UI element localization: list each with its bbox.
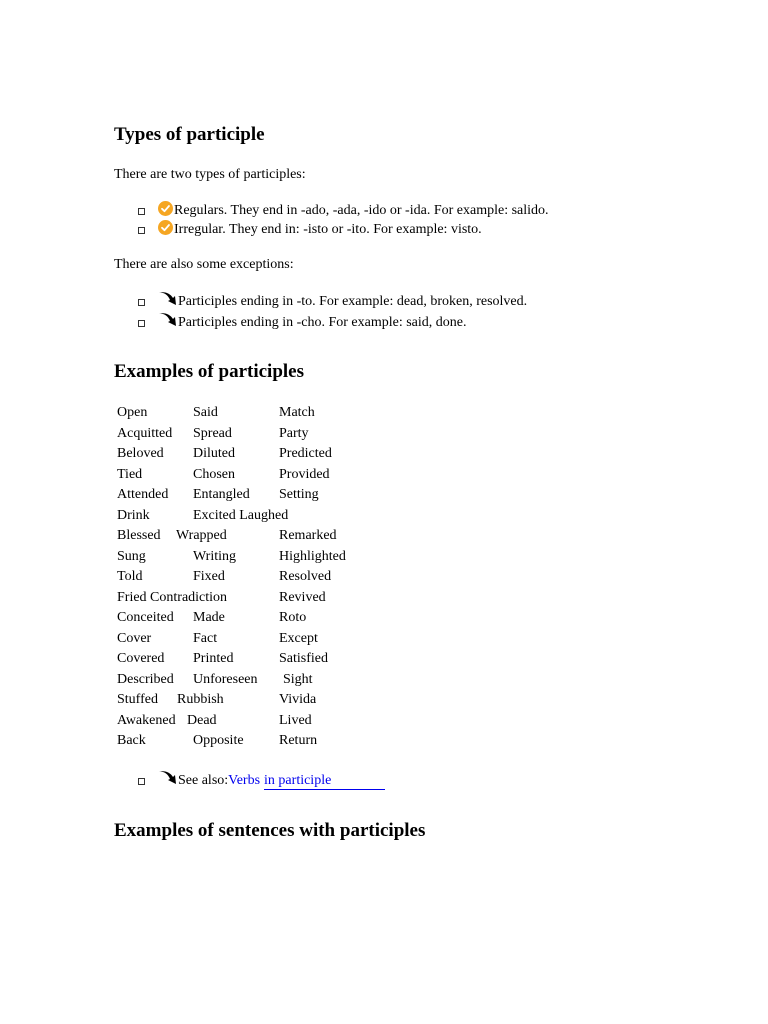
word-cell: Spread	[193, 425, 232, 441]
word-cell: Revived	[279, 589, 326, 605]
word-cell: Dead	[187, 712, 217, 728]
word-cell: Provided	[279, 466, 330, 482]
word-cell: Made	[193, 610, 225, 625]
word-cell: Printed	[193, 651, 234, 666]
word-cell: Stuffed	[117, 692, 158, 707]
word-cell: Covered	[117, 651, 165, 666]
verbs-link[interactable]: Verbs	[228, 773, 261, 788]
curved-arrow-icon	[158, 770, 178, 786]
word-cell: Roto	[279, 610, 307, 625]
exceptions-paragraph: There are also some exceptions:	[114, 257, 294, 272]
word-cell: Fixed	[193, 569, 225, 584]
intro-paragraph: There are two types of participles:	[114, 167, 306, 182]
heading-types-of-participle: Types of participle	[114, 124, 265, 145]
word-cell: Blessed	[117, 528, 161, 543]
word-cell: Told	[117, 569, 143, 584]
word-cell: Match	[279, 405, 315, 420]
word-cell: Predicted	[279, 446, 332, 461]
square-bullet-icon	[138, 227, 145, 234]
list-item-exception-to	[138, 292, 527, 312]
list-item-exception-cho	[138, 313, 467, 333]
in-participle-link[interactable]	[264, 772, 385, 790]
word-cell: Cover	[117, 630, 152, 646]
word-cell: Drink	[117, 507, 150, 523]
heading-examples-of-sentences: Examples of sentences with participles	[114, 820, 426, 841]
list-item-text: Participles ending in -cho. For example: said, done.	[178, 315, 467, 330]
square-bullet-icon	[138, 208, 145, 215]
word-cell: Remarked	[279, 528, 337, 543]
word-cell: Attended	[117, 487, 169, 502]
list-item-regulars	[138, 201, 549, 221]
word-cell: Awakened	[117, 712, 176, 728]
word-cell: Tied	[117, 466, 143, 482]
word-cell: Said	[193, 405, 218, 420]
word-cell: Return	[279, 733, 318, 748]
word-cell: Conceited	[117, 610, 174, 625]
word-cell: Open	[117, 405, 148, 420]
word-cell: Back	[117, 733, 146, 748]
word-cell: Resolved	[279, 569, 332, 584]
word-cell: Diluted	[193, 446, 235, 461]
word-cell: Party	[279, 425, 309, 441]
check-circle-icon	[158, 201, 173, 216]
word-cell: Satisfied	[279, 651, 328, 666]
check-circle-icon	[158, 220, 173, 235]
word-cell: Except	[279, 630, 318, 646]
square-bullet-icon	[138, 778, 145, 785]
word-cell: Wrapped	[176, 528, 227, 543]
word-cell: Vivida	[279, 692, 317, 707]
word-cell: Fried Contradiction	[117, 589, 228, 605]
word-cell: Unforeseen	[193, 671, 258, 687]
list-item-irregular	[138, 220, 482, 240]
word-cell: Beloved	[117, 446, 164, 461]
list-item-text: Irregular. They end in: -isto or -ito. For example: visto.	[174, 222, 482, 237]
list-item-text: Regulars. They end in -ado, -ada, -ido or -ida. For example: salido.	[174, 203, 549, 218]
word-cell: Chosen	[193, 466, 235, 482]
word-cell: Excited Laughed	[193, 507, 289, 523]
heading-examples-of-participles: Examples of participles	[114, 361, 304, 382]
word-cell: Rubbish	[177, 692, 224, 707]
word-cell: Setting	[279, 487, 319, 502]
word-cell: Highlighted	[279, 548, 346, 564]
word-cell: Entangled	[193, 487, 250, 502]
curved-arrow-icon	[158, 312, 178, 328]
in-participle-link-text: in participle	[264, 773, 385, 790]
see-also-label: See also:	[178, 773, 229, 788]
word-cell: Sung	[117, 548, 146, 564]
word-cell: Acquitted	[117, 425, 173, 441]
word-cell: Lived	[279, 712, 312, 728]
word-cell: Sight	[283, 671, 313, 687]
word-cell: Fact	[193, 630, 218, 646]
word-cell: Described	[117, 671, 174, 687]
list-item-text: Participles ending in -to. For example: dead, broken, resolved.	[178, 294, 528, 309]
word-cell: Writing	[193, 548, 236, 564]
curved-arrow-icon	[158, 291, 178, 307]
word-cell: Opposite	[193, 733, 244, 748]
square-bullet-icon	[138, 320, 145, 327]
square-bullet-icon	[138, 299, 145, 306]
see-also-item	[138, 771, 385, 791]
